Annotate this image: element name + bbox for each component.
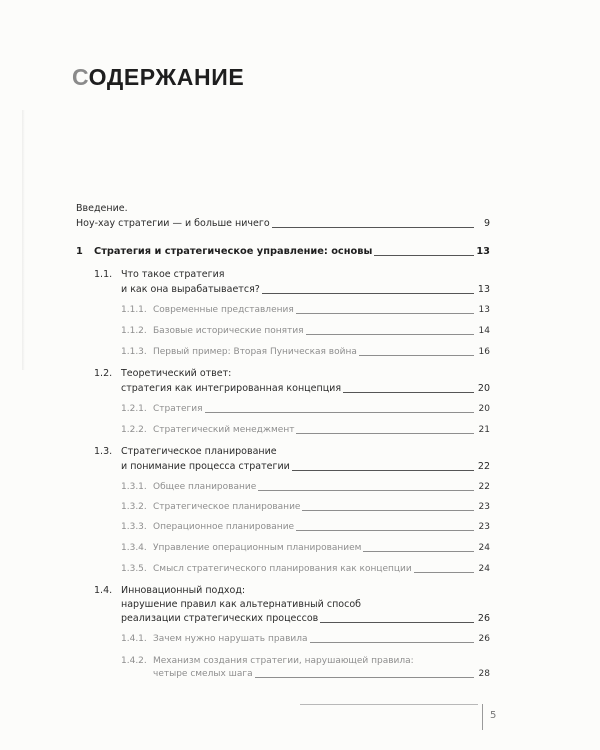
title-initial: С — [72, 64, 89, 90]
toc-chapter-1[interactable] — [76, 246, 490, 258]
leader-line — [296, 433, 474, 434]
toc-intro-page: 9 — [483, 218, 490, 229]
toc-1-1-2[interactable] — [121, 325, 490, 337]
toc-1-3-4[interactable] — [121, 542, 490, 554]
toc-1-3-5[interactable] — [121, 563, 490, 575]
toc-chapter-1-number: 1 — [76, 246, 83, 257]
toc-1-1-1-number: 1.1.1. — [121, 305, 147, 315]
toc-intro-title: Ноу-хау стратегии — и больше ничего — [76, 218, 270, 229]
toc-1-3-1-number: 1.3.1. — [121, 482, 147, 492]
toc-1-3-4-page: 24 — [478, 543, 490, 553]
toc-1-4-line2[interactable]: нарушение правил как альтернативный способ — [121, 599, 362, 610]
leader-line — [296, 530, 474, 531]
leader-line — [306, 334, 474, 335]
page-title — [72, 64, 244, 91]
leader-line — [296, 313, 474, 314]
toc-1-3-line2: и понимание процесса стратегии — [121, 461, 290, 472]
toc-1-3-page: 22 — [477, 461, 490, 472]
toc-intro-line1[interactable]: Введение. — [76, 203, 128, 214]
toc-1-3-5-page: 24 — [478, 564, 490, 574]
toc-1-3-3[interactable] — [121, 521, 490, 533]
toc-1-3-1-page: 22 — [478, 482, 490, 492]
toc-chapter-1-title: Стратегия и стратегическое управление: основы — [94, 246, 373, 257]
toc-1-3-2-page: 23 — [478, 502, 490, 512]
toc-1-2-1-page: 20 — [478, 404, 490, 414]
toc-1-1-page: 13 — [477, 284, 490, 295]
toc-1-3-2[interactable] — [121, 501, 490, 513]
toc-1-4-line1[interactable]: Инновационный подход: — [121, 585, 246, 596]
toc-1-1-line2: и как она вырабатывается? — [121, 284, 260, 295]
leader-line — [320, 622, 474, 623]
leader-line — [414, 572, 474, 573]
toc-1-3-3-title: Операционное планирование — [153, 522, 295, 532]
toc-1-3-number: 1.3. — [94, 446, 113, 457]
footer-rule — [300, 704, 478, 705]
page-number: 5 — [490, 710, 497, 721]
leader-line — [363, 551, 474, 552]
toc-1-4-line3: реализации стратегических процессов — [121, 613, 319, 624]
toc-1-4-1-number: 1.4.1. — [121, 634, 147, 644]
leader-line — [310, 642, 475, 643]
leader-line — [374, 255, 474, 256]
leader-line — [343, 392, 474, 393]
leader-line — [359, 355, 474, 356]
toc-1-2-2-page: 21 — [478, 425, 490, 435]
toc-1-3-1-title: Общее планирование — [153, 482, 257, 492]
toc-1-2-line1[interactable]: Теоретический ответ: — [121, 368, 232, 379]
toc-1-4-2-line1[interactable]: Механизм создания стратегии, нарушающей правила: — [153, 656, 414, 666]
toc-1-2[interactable] — [121, 383, 490, 395]
toc-1-3-5-title: Смысл стратегического планирования как концепции — [153, 564, 412, 574]
toc-1-3-3-number: 1.3.3. — [121, 522, 147, 532]
toc-1-2-page: 20 — [477, 383, 490, 394]
toc-1-4-2-page: 28 — [478, 669, 490, 679]
toc-1-4[interactable] — [121, 613, 490, 625]
leader-line — [262, 293, 474, 294]
toc-1-1[interactable] — [121, 284, 490, 296]
toc-1-3-3-page: 23 — [478, 522, 490, 532]
toc-chapter-1-page: 13 — [476, 246, 490, 257]
toc-1-3-4-number: 1.3.4. — [121, 543, 147, 553]
leader-line — [255, 677, 474, 678]
leader-line — [272, 227, 474, 228]
leader-line — [292, 470, 474, 471]
toc-1-1-2-page: 14 — [478, 326, 490, 336]
toc-1-1-number: 1.1. — [94, 269, 113, 280]
toc-intro[interactable] — [76, 218, 490, 230]
toc-1-4-page: 26 — [477, 613, 490, 624]
toc-1-3-5-number: 1.3.5. — [121, 564, 147, 574]
toc-1-2-1-number: 1.2.1. — [121, 404, 147, 414]
title-rest: ОДЕРЖАНИЕ — [88, 64, 245, 90]
toc-1-4-2-line2: четыре смелых шага — [153, 669, 253, 679]
toc-1-2-1-title: Стратегия — [153, 404, 203, 414]
toc-1-4-1-title: Зачем нужно нарушать правила — [153, 634, 308, 644]
toc-1-1-3[interactable] — [121, 346, 490, 358]
toc-1-1-1[interactable] — [121, 304, 490, 316]
toc-1-4-1-page: 26 — [478, 634, 490, 644]
toc-1-2-1[interactable] — [121, 403, 490, 415]
toc-1-1-1-page: 13 — [478, 305, 490, 315]
toc-1-4-number: 1.4. — [94, 585, 113, 596]
toc-1-1-1-title: Современные представления — [153, 305, 294, 315]
toc-1-3[interactable] — [121, 461, 490, 473]
toc-1-4-2[interactable] — [153, 668, 490, 680]
toc-1-2-2-title: Стратегический менеджмент — [153, 425, 295, 435]
toc-1-3-line1[interactable]: Стратегическое планирование — [121, 446, 277, 457]
leader-line — [258, 490, 474, 491]
toc-1-2-2[interactable] — [121, 424, 490, 436]
toc-1-2-line2: стратегия как интегрированная концепция — [121, 383, 342, 394]
toc-1-3-1[interactable] — [121, 481, 490, 493]
toc-1-2-2-number: 1.2.2. — [121, 425, 147, 435]
toc-1-1-3-page: 16 — [478, 347, 490, 357]
leader-line — [205, 412, 474, 413]
toc-1-1-3-number: 1.1.3. — [121, 347, 147, 357]
leader-line — [302, 510, 474, 511]
toc-1-4-1[interactable] — [121, 633, 490, 645]
toc-1-1-2-number: 1.1.2. — [121, 326, 147, 336]
toc-1-1-3-title: Первый пример: Вторая Пуническая война — [153, 347, 357, 357]
toc-1-1-line1[interactable]: Что такое стратегия — [121, 269, 225, 280]
toc-1-1-2-title: Базовые исторические понятия — [153, 326, 304, 336]
toc-1-3-2-title: Стратегическое планирование — [153, 502, 301, 512]
page-edge-shadow — [22, 110, 25, 370]
toc-1-3-2-number: 1.3.2. — [121, 502, 147, 512]
toc-1-2-number: 1.2. — [94, 368, 113, 379]
toc-1-3-4-title: Управление операционным планированием — [153, 543, 362, 553]
footer-divider — [482, 704, 483, 730]
toc-1-4-2-number: 1.4.2. — [121, 656, 147, 666]
